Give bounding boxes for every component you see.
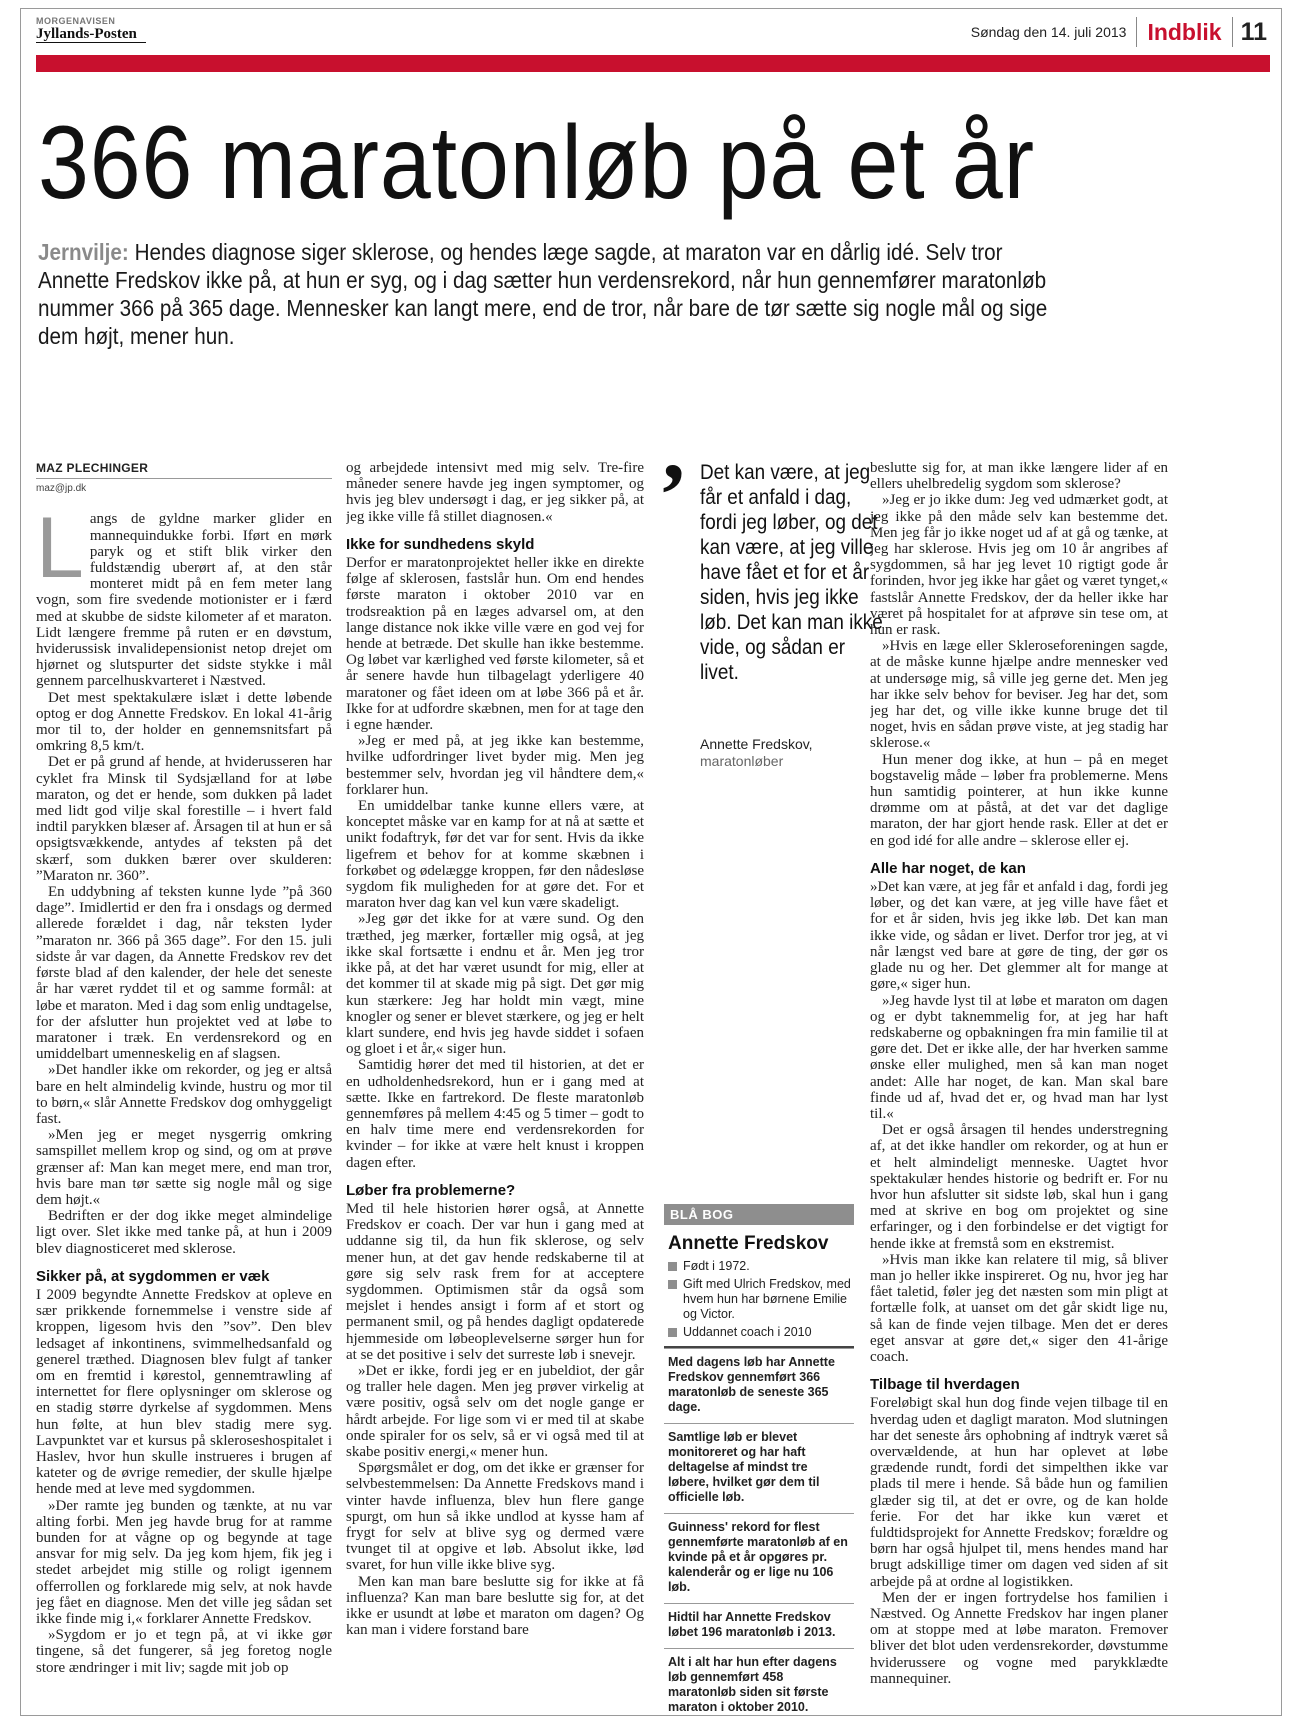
paragraph: »Sygdom er jo et tegn på, at vi ikke gør tingene, så det fungerer, så jeg foretog nogle store ændringer i mit liv; sagde mit job op (36, 1627, 332, 1676)
page-number: 11 (1240, 17, 1267, 46)
paragraph: »Det er ikke, fordi jeg er en jubeldiot, der går og traller hele dagen. Men jeg prøver virkelig at være positiv, også selv om det nogle gange er hårdt arbejde. For lige som vi er med til at skabe onde spiraler for os selv, så er vi også med til at skabe positiv energi,« mener hun. (346, 1362, 644, 1460)
dropcap: L (36, 500, 84, 597)
issue-date: Søndag den 14. juli 2013 (970, 24, 1127, 40)
paragraph: »Jeg havde lyst til at løbe et maraton om dagen og er dybt taknemmelig for, at jeg har haft redskaberne og opbakningen fra min familie til at gøre det. Det er ikke alle, der har hverken samme ønske eller mulighed, men så kan man noget andet: Alle har noget, de kan. Man skal bare finde ud af, hvad det er, og hvad man har lyst til.« (870, 992, 1168, 1122)
bio-name: Annette Fredskov (668, 1233, 829, 1254)
square-bullet-icon (668, 1280, 677, 1289)
paragraph: »Jeg er jo ikke dum: Jeg ved udmærket godt, at jeg ikke på den måde selv kan bestemme det. Men jeg får jo ikke noget ud af at gå og tænke, at jeg har sklerose. Hvis jeg om 10 år angribes af sygdommen, så har jeg levet 10 rigtigt gode år forinden, hvor jeg ikke har gået og været tynget,« fastslår Annette Fredskov, der da heller ikke har været på hospitalet for at afprøve sin tese om, at hun er rask. (870, 492, 1168, 639)
paragraph: Med til hele historien hører også, at Annette Fredskov er coach. Der var hun i gang med at uddanne sig til, da hun fik sklerose, og selv mener hun, at det gav hende redskaberne til at gøre sig selv rask frem for at acceptere sygdommen. Optimismen står da også som mejslet i hendes ansigt i form af et stort og permanent smil, og på hendes dagligt opdaterede hjemmeside om løbeoplevelserne sørger hun for at se det positive i selv det surreste løb i snevejr. (346, 1200, 644, 1363)
paragraph: »Jeg gør det ikke for at være sund. Og den træthed, jeg mærker, fortæller mig også, at jeg ikke skal fortsætte i endnu et år. Men jeg tror ikke på, at det har været usundt for mig, eller at det kommer til at skade mig på sigt. Det gør mig kun stærkere: Jeg har holdt min vægt, mine knogler og sener er blevet stærkere, og jeg er helt klart sundere, end hvis jeg havde siddet i sofaen og gloet i et år,« siger hun. (346, 911, 644, 1058)
paragraph: Det mest spektakulære islæt i dette løbende optog er dog Annette Fredskov. En lokal 41-årig mor til to, der holder en gennemsnitsfart på omkring 8,5 km/t. (36, 689, 332, 755)
bio-item: Født i 1972. (668, 1259, 854, 1274)
square-bullet-icon (668, 1262, 677, 1271)
paragraph: beslutte sig for, at man ikke længere lider af en ellers uhelbredelig sygdom som sklerose? (870, 460, 1168, 493)
bio-item: Gift med Ulrich Fredskov, med hvem hun har børnene Emilie og Victor. (668, 1277, 854, 1322)
paragraph: »Jeg er med på, at jeg ikke kan bestemme, hvilke udfordringer livet byder mig. Men jeg bestemmer selv, hvordan jeg vil håndtere dem,« forklarer hun. (346, 733, 644, 798)
paragraph: Samtidig hører det med til historien, at det er en udholdenhedsrekord, hun er i gang med at sætte. Ikke en fartrekord. De fleste maratonløb gennemføres på mellem 4:45 og 5 timer – godt to en halv time mere end verdensrekorden for kvinder – for ikke at være helt knust i kroppen dagen efter. (346, 1057, 644, 1171)
logo-small-text: MORGENAVISEN (36, 16, 116, 26)
article-lead (38, 238, 1068, 350)
subheading: Tilbage til hverdagen (870, 1376, 1020, 1394)
paragraph: Langs de gyldne marker glider en mannequindukke forbi. Iført en mørk paryk og et stift blik virker den fuldstændig uberørt af, at den står monteret midt på en fem meter lang vogn, som fire svedende motionister er i færd med at skubbe de sidste kilometer af et maraton. Lidt længere fremme på ruten er en døvstum, hviderussisk invalidepensionist netop drejet om hjørnet og slutspurter det sidste stykke i mål gennem parcelhuskvarteret i Næstved. (36, 500, 332, 690)
paragraph: En uddybning af teksten kunne lyde ”på 360 dage”. Imidlertid er den fra i onsdags og dermed allerede forældet i dag, når teksten lyder ”maraton nr. 366 på 365 dage”. For den 15. juli sidste år var dagen, da Annette Fredskov rev det første blad af den kalender, der hele det seneste år har været ryddet til et og samme formål: at løbe et maraton. Med i dag som enlig undtagelse, for der afslutter hun projektet ved at løbe to maratoner i træk. En verdensrekord og en umiddelbart umenneskelig en af slagsen. (36, 884, 332, 1063)
paragraph: I 2009 begyndte Annette Fredskov at opleve en sær prikkende fornemmelse i venstre side af kroppen, ligesom hvis den ”sov”. Den blev ledsaget af inkontinens, svimmelhedsanfald og generel træthed. Diagnosen blev fulgt af tanker om en fremtid i kørestol, gennemtrawling af internettet for flere oplysninger om sklerose og en stadig større dyrkelse af sygdommen. Mens hun følte, at hun blev stadig mere syg. Lavpunktet var et kursus på skleroseshospitalet i Haslev, hvor hun skulle instrueres i brugen af kateter og de øvrige remedier, der skulle hjælpe hende med at leve med sygdommen. (36, 1286, 332, 1498)
lead-text: Hendes diagnose siger sklerose, og hendes læge sagde, at maraton var en dårlig idé. Selv tror Annette Fredskov ikke på, at hun er syg, og i dag sætter hun verdensrekord, når hun gennemfører maratonløb nummer 366 på 365 dage. Mennesker kan langt mere, end de tror, når bare de tør sætte sig nogle mål og sige dem højt, mener hun. (38, 239, 1048, 349)
paragraph: Men kan man bare beslutte sig for ikke at få influenza? Kan man bare beslutte sig for, at det ikke er usundt at løbe et maraton om dagen? Og kan man i videre forstand bare (346, 1573, 644, 1639)
bio-facts (664, 1346, 854, 1723)
section-name: Indblik (1147, 18, 1222, 45)
article-headline: 366 maratonløb på et år (38, 105, 1036, 221)
subheading: Ikke for sundhedens skyld (346, 535, 535, 553)
logo-main-text: Jyllands-Posten (36, 26, 146, 43)
pull-quote-role: maratonløber (700, 753, 784, 769)
paragraph: Det er også årsagen til hendes understregning af, at det ikke handler om rekorder, og at hun er et helt almindeligt menneske. Uagtet hvor spektakulær hendes historie og bedrift er. For nu hvor hun afslutter sit sidste løb, skal hun i gang med at skrive en bog om projektet og sine erfaringer, og i den forbindelse er det vigtigt for hende ikke at fremstå som en ekstremist. (870, 1122, 1168, 1252)
article-column-2 (346, 460, 644, 1720)
subheading: Sikker på, at sygdommen er væk (36, 1267, 270, 1285)
paragraph: »Hvis en læge eller Skleroseforeningen sagde, at de måske kunne hjælpe andre mennesker ved at undersøge mig, så ville jeg gerne det. Men jeg har ikke selv behov for beviser. Jeg har det, som jeg har det, og ville ikke kunne bruge det til noget, hvis en sådan prøve viste, at jeg stadig har sklerose.« (870, 638, 1168, 752)
paragraph: Men der er ingen fortrydelse hos familien i Næstved. Og Annette Fredskov har ingen planer om at stoppe med at løbe maraton. Fremover bliver det blot uden verdensrekorder, døvstumme hviderussere og vogne med parykklædte mannequiner. (870, 1589, 1168, 1687)
paragraph: »Det handler ikke om rekorder, og jeg er altså bare en helt almindelig kvinde, hustru og mor til to børn,« slår Annette Fredskov dog omhyggeligt fast. (36, 1062, 332, 1127)
section-color-bar (36, 55, 1270, 72)
fact-item: Hidtil har Annette Fredskov løbet 196 maratonløb i 2013. (664, 1603, 854, 1648)
paragraph: Derfor er maratonprojektet heller ikke en direkte følge af sklerosen, fastslår hun. Om end hendes første maraton i oktober 2010 var en trodsreaktion på en læges advarsel om, at den lange distance nok ikke ville være en god vej for hende at betræde. Det skulle han ikke bestemme. Og løbet var kærlighed ved første kilometer, så et år senere havde hun tilbagelagt yderligere 40 maratoner og fået ideen om at løbe 366 på et år. Ikke for at udfordre skæbnen, men for at tage den i egne hænder. (346, 555, 644, 734)
paragraph: og arbejdede intensivt med mig selv. Tre-fire måneder senere havde jeg ingen symptomer, og hvis jeg blev undersøgt i dag, er jeg sikker på, at jeg ikke ville få stillet diagnosen.« (346, 460, 644, 525)
pull-quote-text: Det kan være, at jeg får et anfald i dag, fordi jeg løber, og det kan være, at jeg ville have fået et for et år siden, hvis jeg ikke løb. Det kan man ikke vide, og sådan er livet. (700, 461, 883, 684)
byline-email: maz@jp.dk (36, 483, 87, 495)
subheading: Alle har noget, de kan (870, 859, 1026, 877)
paragraph: Det er på grund af hende, at hviderusseren har cyklet fra Minsk til Sydsjælland for at løbe maraton, og det er hende, som dukken på ladet med lidt god vilje skal forestille – i hvert fald indtil parykken blæser af. Årsagen til at hun er så opsigtsvækkende, antydes af teksten på det skærf, som dukken bærer over skulderen: ”Maraton nr. 360”. (36, 754, 332, 884)
paragraph: Foreløbigt skal hun dog finde vejen tilbage til en hverdag uden et dagligt maraton. Mod slutningen har det seneste års ophobning af indtryk været så overvældende, at hun har oplevet at løbe grædende rundt, fordi det simpelthen ikke var plads til mere i hende. Så både hun og familien glæder sig til, at det er ovre, og de kan holde ferie. For det har ikke kun været et fuldtidsprojekt for Annette Fredskov; forældre og børn har også hjulpet til, mens hendes mand har brugt adskillige timer om dagen ved siden af sit arbejde på at ordne al logistikken. (870, 1395, 1168, 1590)
bio-item: Uddannet coach i 2010 (668, 1325, 854, 1340)
paragraph: Spørgsmålet er dog, om det ikke er grænser for selvbestemmelsen: Da Annette Fredskovs mand i vinter havde influenza, blev hun flere gange spurgt, om hun så ikke undlod at kysse ham af frygt for selv at blive syg og dermed være tvunget til at opgive et løb. Absolut ikke, lød svaret, for hun ville ikke blive syg. (346, 1460, 644, 1574)
subheading: Løber fra problemerne? (346, 1181, 516, 1199)
bio-box-label: BLÅ BOG (664, 1204, 854, 1225)
paragraph: »Hvis man ikke kan relatere til mig, så bliver man jo heller ikke inspireret. Og nu, hvor jeg har fået taletid, føler jeg det næsten som min pligt at fortælle folk, at uanset om det går skidt lige nu, så kan de finde vejen tilbage. Men det er deres eget ansvar at gøre det,« siger den 41-årige coach. (870, 1251, 1168, 1365)
lead-kicker: Jernvilje: (38, 239, 129, 265)
article-column-4 (870, 460, 1168, 1720)
bio-box (664, 1204, 854, 1723)
fact-item: Med dagens løb har Annette Fredskov gennemført 366 maratonløb de seneste 365 dage. (664, 1348, 854, 1423)
fact-item: Alt i alt har hun efter dagens løb gennemført 458 maratonløb siden sit første maraton i oktober 2010. (664, 1648, 854, 1723)
paragraph: En umiddelbar tanke kunne ellers være, at konceptet måske var en kamp for at nå at sætte et unikt fodaftryk, før det var for sent. Hvis da ikke ligefrem et behov for at komme skæbnen i forkøbet og ødelægge kroppen, før den nådesløse sygdom fik muligheden for at gøre det. For et maraton hver dag kan vel kun være skadeligt. (346, 798, 644, 912)
article-column-1 (36, 460, 332, 1720)
quote-mark-icon: ’ (658, 446, 688, 545)
paragraph: »Men jeg er meget nysgerrig omkring samspillet mellem krop og sind, og om at prøve grænser af: Man kan meget mere, end man tror, hvis bare man tør sætte sig nogle mål og sige dem højt.« (36, 1127, 332, 1208)
byline: MAZ PLECHINGER (36, 460, 332, 479)
fact-item: Guinness' rekord for flest gennemførte maratonløb af en kvinde på et år opgøres pr. kalenderår og er lige nu 106 løb. (664, 1513, 854, 1603)
paragraph: Bedriften er der dog ikke meget almindelige ligt over. Slet ikke med tanke på, at hun i 2009 blev diagnosticeret med sklerose. (36, 1208, 332, 1257)
paragraph: »Det kan være, at jeg får et anfald i dag, fordi jeg løber, og det kan være, at jeg ville have fået et for et år siden, hvis jeg ikke løb. Det kan man ikke vide, og sådan er livet. Derfor tror jeg, at vi når længst ved bare at gøre de ting, der gør os glade nu og her. Det glemmer alt for mange at gøre,« siger hun. (870, 879, 1168, 993)
page-header (971, 14, 1267, 50)
square-bullet-icon (668, 1328, 677, 1337)
fact-item: Samtlige løb er blevet monitoreret og har haft deltagelse af mindst tre løbere, hvilket gør dem til officielle løb. (664, 1423, 854, 1513)
newspaper-logo (36, 16, 146, 43)
paragraph: »Der ramte jeg bunden og tænkte, at nu var alting forbi. Men jeg havde brug for at ramme bunden for at vågne op og begynde at tage ansvar for mig selv. Da jeg kom hjem, fik jeg i stedet arbejdet mig stille og roligt igennem offerrollen og forklarede mig selv, at nok havde jeg fået en diagnose. Men det ville jeg sådan set ikke finde mig i,« forklarer Annette Fredskov. (36, 1497, 332, 1628)
pull-quote-name: Annette Fredskov, (700, 736, 813, 752)
paragraph: Hun mener dog ikke, at hun – på en meget bogstavelig måde – løber fra problemerne. Mens hun samtidig pointerer, at hun ikke kunne drømme om at påstå, at det var det daglige maraton, der har gjort hende rask. Eller at det er en god idé for alle andre – sklerose eller ej. (870, 751, 1168, 849)
